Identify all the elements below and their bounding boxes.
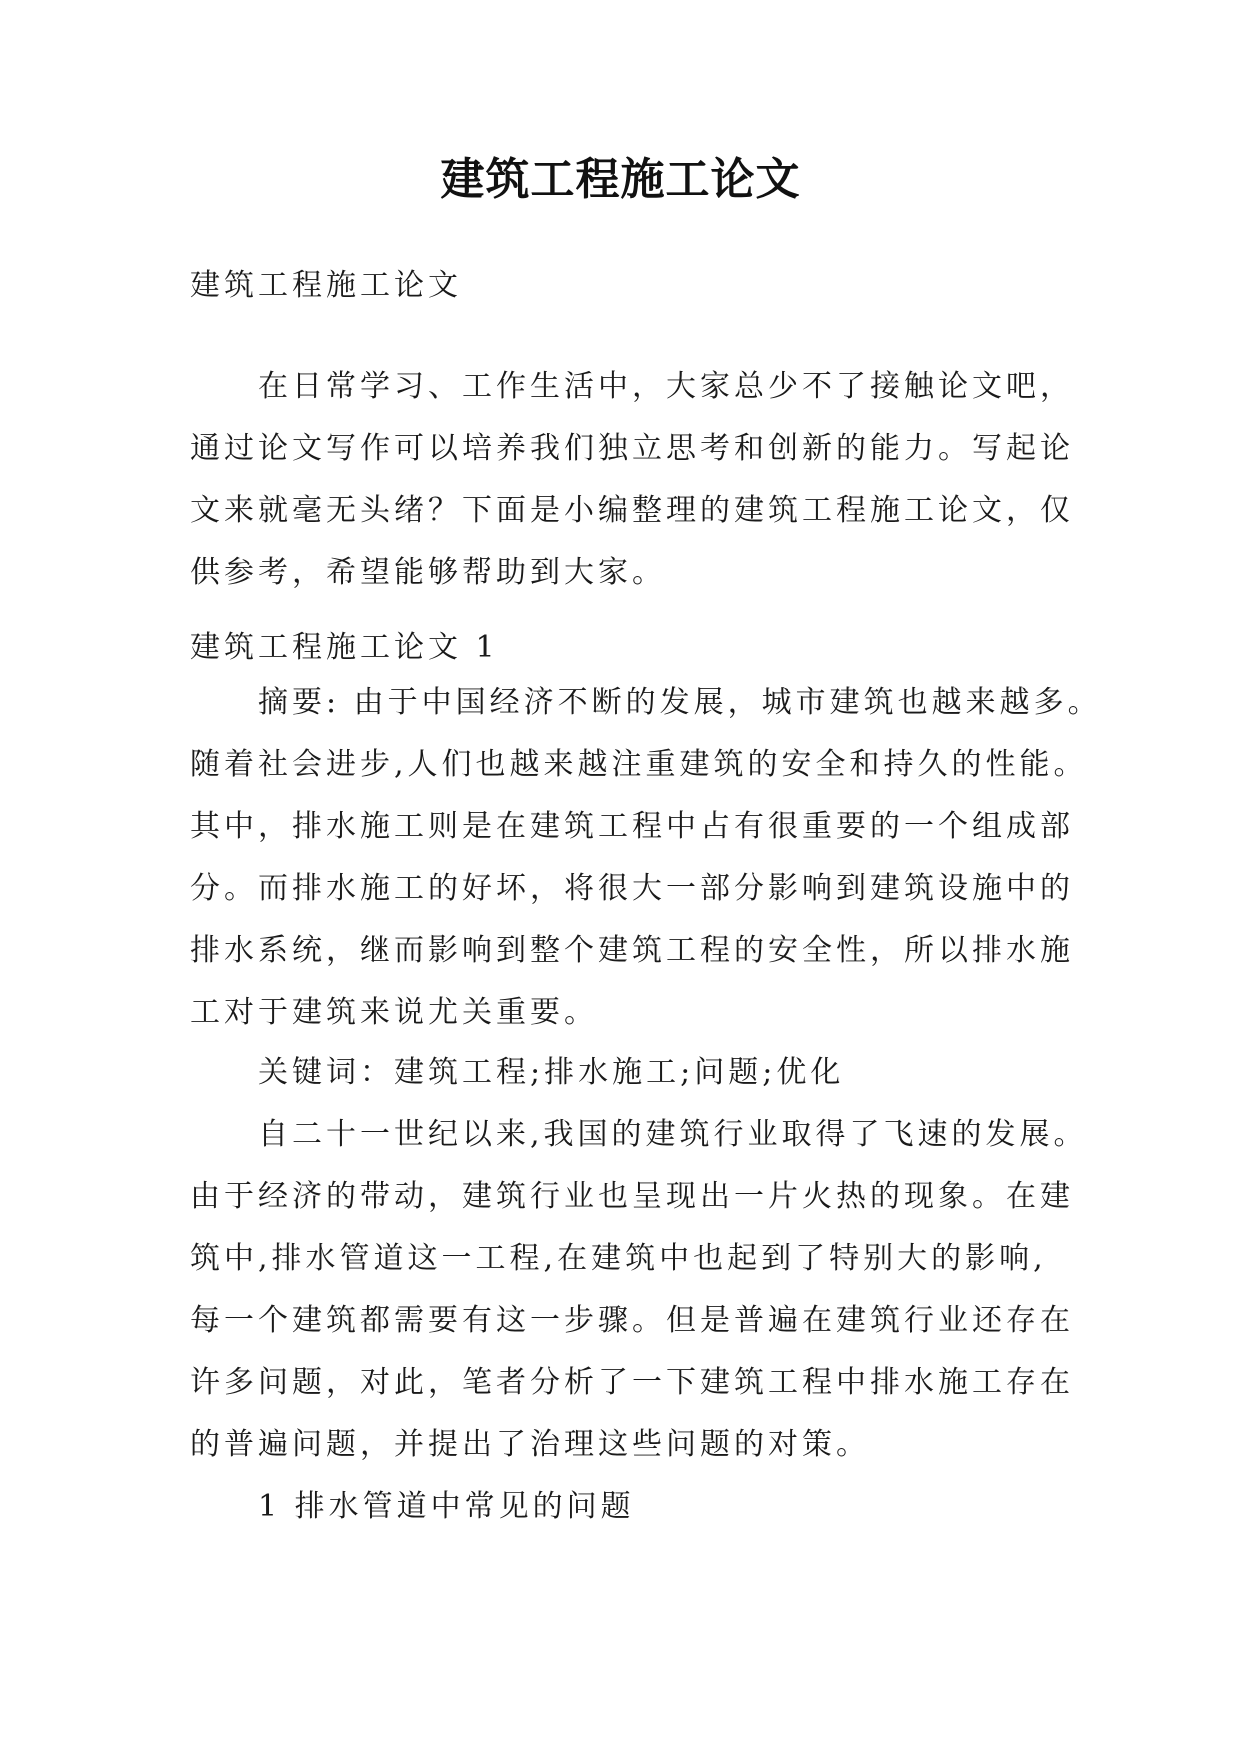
abstract-paragraph — [190, 672, 1102, 1044]
abstract-line: 摘要: 由于中国经济不断的发展，城市建筑也越来越多。 — [258, 685, 1102, 720]
body-line: 许多问题，对此，笔者分析了一下建筑工程中排水施工存在 — [190, 1365, 1074, 1400]
body-line: 筑中,排水管道这一工程,在建筑中也起到了特别大的影响, — [190, 1241, 1047, 1276]
intro-line: 供参考，希望能够帮助到大家。 — [190, 555, 666, 590]
body-paragraph — [190, 1104, 1088, 1476]
body-line: 由于经济的带动，建筑行业也呈现出一片火热的现象。在建 — [190, 1179, 1074, 1214]
section-heading: 建筑工程施工论文 1 — [190, 630, 499, 665]
intro-line: 在日常学习、工作生活中，大家总少不了接触论文吧， — [258, 369, 1074, 404]
body-line: 的普遍问题，并提出了治理这些问题的对策。 — [190, 1427, 870, 1462]
section-subheading: 1 排水管道中常见的问题 — [258, 1489, 635, 1524]
body-line: 每一个建筑都需要有这一步骤。但是普遍在建筑行业还存在 — [190, 1303, 1074, 1338]
intro-line: 文来就毫无头绪？下面是小编整理的建筑工程施工论文，仅 — [190, 493, 1074, 528]
document-subtitle: 建筑工程施工论文 — [190, 268, 462, 303]
intro-paragraph — [190, 356, 1074, 604]
abstract-line: 排水系统，继而影响到整个建筑工程的安全性，所以排水施 — [190, 933, 1074, 968]
abstract-line: 分。而排水施工的好坏，将很大一部分影响到建筑设施中的 — [190, 871, 1074, 906]
body-line: 自二十一世纪以来,我国的建筑行业取得了飞速的发展。 — [258, 1117, 1088, 1152]
document-title: 建筑工程施工论文 — [440, 154, 801, 205]
abstract-line: 工对于建筑来说尤关重要。 — [190, 995, 598, 1030]
keywords-line: 关键词：建筑工程;排水施工;问题;优化 — [258, 1055, 845, 1090]
intro-line: 通过论文写作可以培养我们独立思考和创新的能力。写起论 — [190, 431, 1074, 466]
abstract-line: 其中，排水施工则是在建筑工程中占有很重要的一个组成部 — [190, 809, 1074, 844]
abstract-line: 随着社会进步,人们也越来越注重建筑的安全和持久的性能。 — [190, 747, 1088, 782]
